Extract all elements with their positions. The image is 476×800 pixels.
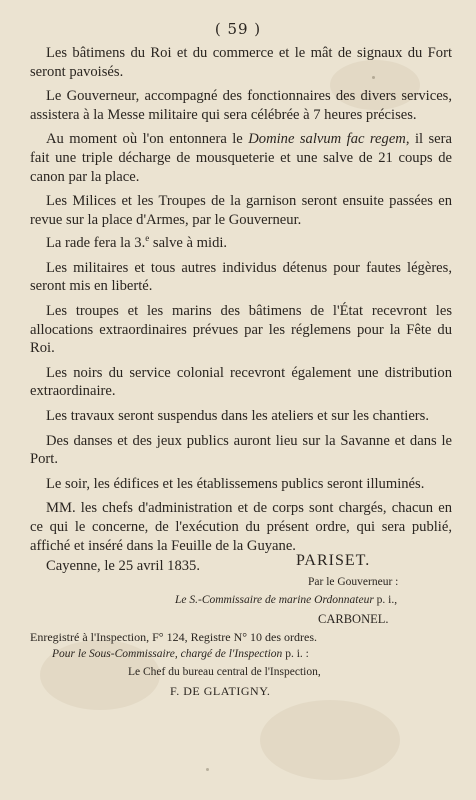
commissaire-name: CARBONEL. [318, 612, 389, 626]
chef-name: F. DE GLATIGNY. [170, 684, 271, 698]
paragraph-flags: Les bâtimens du Roi et du commerce et le mât de signaux du Fort seront pavoisés. [30, 45, 452, 80]
paragraph-illumination: Le soir, les édifices et les établissemens publics seront illuminés. [46, 475, 425, 492]
paragraph-execution: MM. les chefs d'administration et de corps sont chargés, chacun en ce qui le concerne, de l'exécution du présent ordre, qui sera publié, affiché et inséré dans la Feuille de la Guyane. [30, 500, 452, 554]
pour-le-suffix: p. i. : [282, 648, 309, 660]
paragraph-allowances: Les troupes et les marins des bâtimens de l'État recevront les allocations extraordinaires prévues par les réglemens pour la Fête du Roi. [30, 302, 452, 357]
page-number: ( 59 ) [214, 20, 262, 38]
paragraph-harbor-salute [30, 229, 452, 252]
chef-line: Le Chef du bureau central de l'Inspection, [128, 666, 321, 678]
paper-speck [206, 768, 209, 771]
commissaire-suffix: p. i., [373, 594, 398, 606]
paragraph-salute [30, 130, 452, 186]
paragraph-prisoners: Les militaires et tous autres individus détenus pour fautes légères, seront mis en liberté. [30, 259, 452, 295]
paragraph-salute-latin: Domine salvum fac regem [248, 131, 406, 148]
ordinance-body [30, 44, 452, 576]
paragraph-salute-suffix: , il sera fait une triple décharge de mousqueterie et une salve de 21 coups de canon par la place. [30, 131, 452, 185]
registration-line: Enregistré à l'Inspection, F° 124, Registre N° 10 des ordres. [30, 630, 318, 644]
commissaire-title-line [175, 594, 397, 606]
pour-le-line [52, 648, 309, 660]
paper-stain [260, 700, 400, 780]
pour-le-title: Pour le Sous-Commissaire, chargé de l'Inspection [52, 648, 283, 660]
paragraph-review: Les Milices et les Troupes de la garnison seront ensuite passées en revue sur la place d'Armes, par le Gouverneur. [30, 193, 452, 228]
paragraph-work-suspended: Les travaux seront suspendus dans les ateliers et sur les chantiers. [46, 407, 429, 424]
commissaire-title: Le S.-Commissaire de marine Ordonnateur [175, 594, 374, 606]
paragraph-salute-prefix: Au moment où l'on entonnera le [46, 131, 249, 148]
paragraph-mass: Le Gouverneur, accompagné des fonctionnaires des divers services, assistera à la Messe militaire qui sera célébrée à 7 heures précises. [30, 88, 452, 123]
paragraph-harbor-sup: e [145, 233, 150, 244]
par-le-gouverneur: Par le Gouverneur : [308, 576, 399, 588]
date-line: Cayenne, le 25 avril 1835. [46, 558, 201, 575]
governor-signature: PARISET. [296, 552, 371, 569]
paragraph-dances: Des danses et des jeux publics auront lieu sur la Savanne et dans le Port. [30, 432, 452, 468]
paragraph-distribution: Les noirs du service colonial recevront également une distribution extraordinaire. [30, 364, 452, 400]
paragraph-harbor-suffix: salve à midi. [149, 235, 228, 252]
paragraph-harbor-prefix: La rade fera la 3. [46, 235, 146, 252]
